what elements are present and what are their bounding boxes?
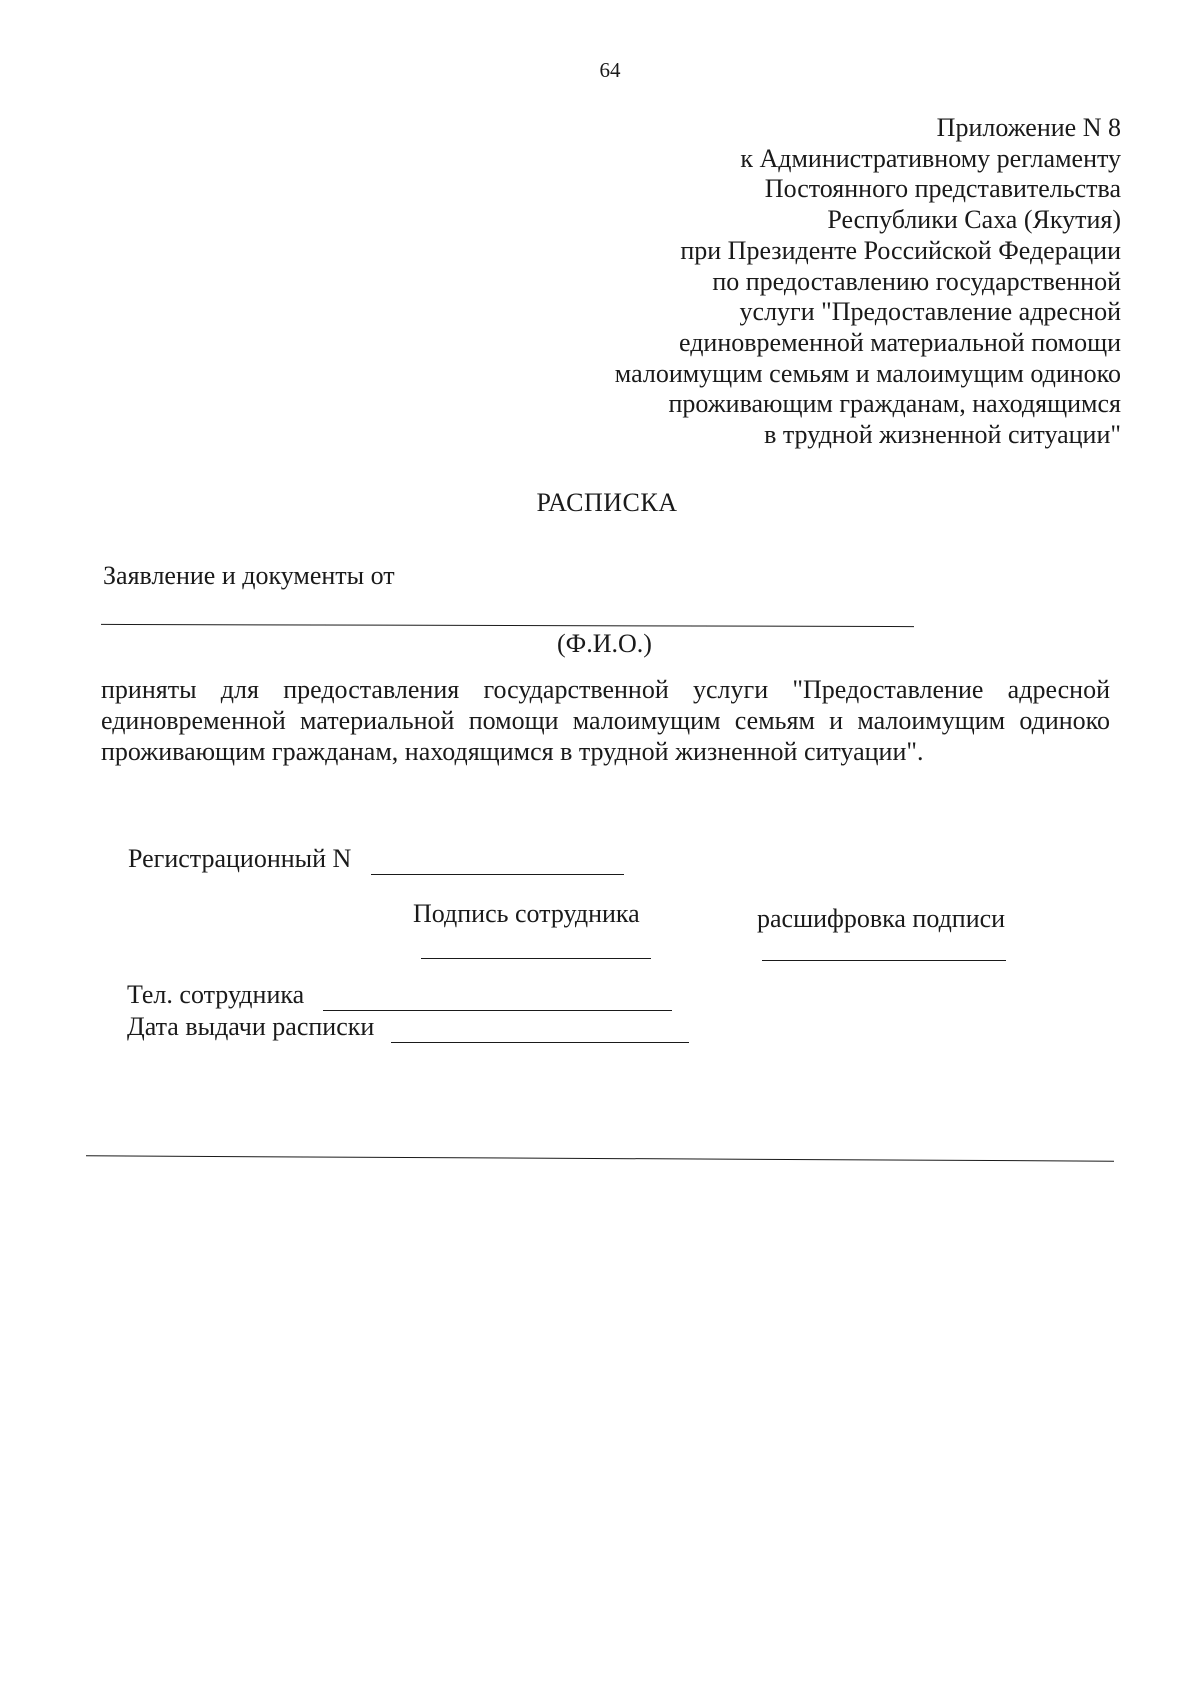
appendix-line: Республики Саха (Якутия) (827, 205, 1121, 235)
document-title: РАСПИСКА (536, 488, 678, 517)
body-paragraph (101, 674, 1110, 767)
appendix-line: малоимущим семьям и малоимущим одиноко (614, 358, 1121, 388)
phone-label: Тел. сотрудника (127, 980, 305, 1009)
appendix-line: Приложение N 8 (936, 113, 1121, 142)
body-line: проживающим гражданам, находящимся в трудной жизненной ситуации". (101, 737, 924, 766)
page-divider (86, 1155, 1114, 1161)
appendix-line: к Административному регламенту (740, 143, 1121, 173)
from-label: Заявление и документы от (103, 561, 395, 590)
issue-date-blank[interactable] (391, 1042, 689, 1043)
phone-blank[interactable] (323, 1010, 672, 1011)
issue-date-label: Дата выдачи расписки (127, 1012, 375, 1041)
fio-blank-line[interactable] (101, 624, 914, 627)
appendix-line: по предоставлению государственной (712, 266, 1121, 296)
body-line: единовременной материальной помощи малоимущим семьям и малоимущим одиноко (101, 706, 1110, 735)
appendix-line: услуги "Предоставление адресной (739, 297, 1121, 327)
fio-caption: (Ф.И.О.) (557, 629, 652, 658)
appendix-line: Постоянного представительства (764, 174, 1121, 204)
page-number: 64 (599, 58, 621, 82)
body-line: приняты для предоставления государственной услуги "Предоставление адресной (101, 675, 1110, 704)
appendix-line: при Президенте Российской Федерации (680, 235, 1121, 265)
appendix-line: проживающим гражданам, находящимся (668, 389, 1121, 419)
signature-blank[interactable] (421, 958, 651, 959)
appendix-line: в трудной жизненной ситуации" (764, 420, 1121, 450)
appendix-line: единовременной материальной помощи (679, 327, 1121, 357)
signature-label: Подпись сотрудника (413, 899, 640, 928)
signature-decode-blank[interactable] (762, 960, 1006, 961)
appendix-header (481, 113, 1121, 451)
reg-number-blank[interactable] (371, 874, 624, 875)
signature-decode-label: расшифровка подписи (757, 904, 1006, 933)
reg-number-label: Регистрационный N (128, 844, 352, 873)
